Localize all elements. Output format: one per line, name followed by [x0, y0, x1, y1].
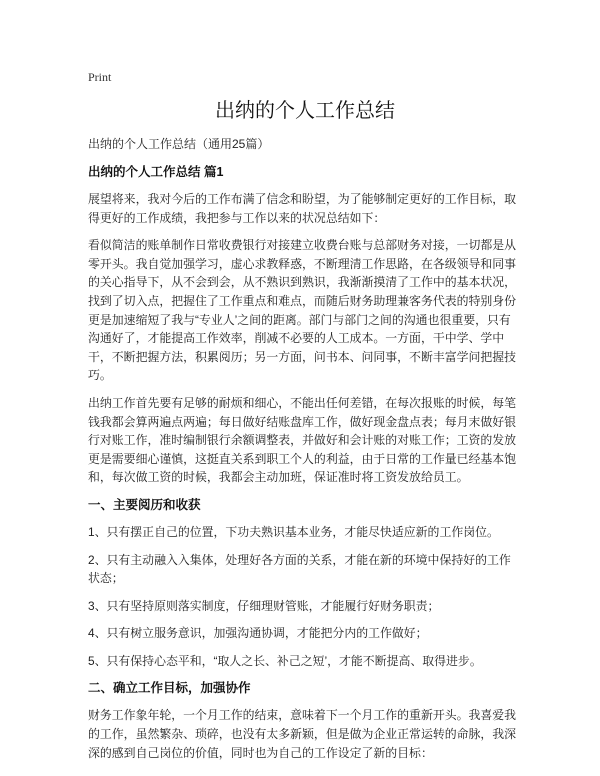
print-link[interactable]: Print [88, 70, 112, 84]
section-title: 出纳的个人工作总结 篇1 [88, 165, 224, 179]
document-title: 出纳的个人工作总结 [215, 100, 395, 122]
paragraph: 展望将来，我对今后的工作布满了信念和盼望，为了能够制定更好的工作目标，取得更好的工作成绩，我把参与工作以来的状况总结如下： [88, 192, 517, 225]
document-subtitle: 出纳的个人工作总结（通用25篇） [88, 137, 270, 151]
heading-work-goals: 二、确立工作目标，加强协作 [88, 681, 251, 696]
list-item: 4、只有树立服务意识，加强沟通协调，才能把分内的工作做好； [88, 626, 428, 641]
paragraph: 出纳工作首先要有足够的耐烦和细心，不能出任何差错，在每次报账的时候，每笔钱我都会算两遍点两遍；每日做好结账盘库工作，做好现金盘点表；每月末做好银行对账工作，准时编制银行余额调整表，并做好和会计账的对账工作；工资的发放更是需要细心谨慎，这挺直关系到职工个人的利益，由于日常的工作量已经基本饱和，每次做工资的时候，我都会主动加班，保证准时将工资发放给员工。 [88, 395, 517, 485]
list-item: 1、只有摆正自己的位置，下功夫熟识基本业务，才能尽快适应新的工作岗位。 [88, 524, 499, 539]
paragraph: 财务工作象年轮，一个月工作的结束，意味着下一个月工作的重新开头。我喜爱我的工作，虽然繁杂、琐碎，也没有太多新颖，但是做为企业正常运转的命脉，我深深的感到自己岗位的价值，同时也为自己的工作设定了新的目标： [88, 708, 517, 760]
list-item: 3、只有坚持原则落实制度，仔细理财管账，才能履行好财务职责； [88, 598, 440, 613]
heading-main-experience: 一、主要阅历和收获 [88, 497, 201, 512]
paragraph: 看似简洁的账单制作日常收费银行对接建立收费台账与总部财务对接，一切都是从零开头。我自觉加强学习，虚心求教释惑，不断理清工作思路，在各级领导和同事的关心指导下，从不会到会，从不熟识到熟识，我渐渐摸清了工作中的基本状况，找到了切入点，把握住了工作重点和难点，而随后财务助理兼客务代表的特别身份更是加速缩短了我与“专业人’之间的距离。部门与部门之间的沟通也很重要，只有沟通好了，才能提高工作效率，削减不必要的人工成本。一方面，干中学、学中干，不断把握方法，积累阅历；另一方面，问书本、问同事，不断丰富学问把握技巧。 [88, 238, 517, 383]
list-item: 2、只有主动融入入集体，处理好各方面的关系，才能在新的环境中保持好的工作状态； [88, 552, 511, 586]
document-page [88, 70, 522, 771]
list-item: 5、只有保持心态平和，“取人之长、补己之短’，才能不断提高、取得进步。 [88, 653, 482, 668]
